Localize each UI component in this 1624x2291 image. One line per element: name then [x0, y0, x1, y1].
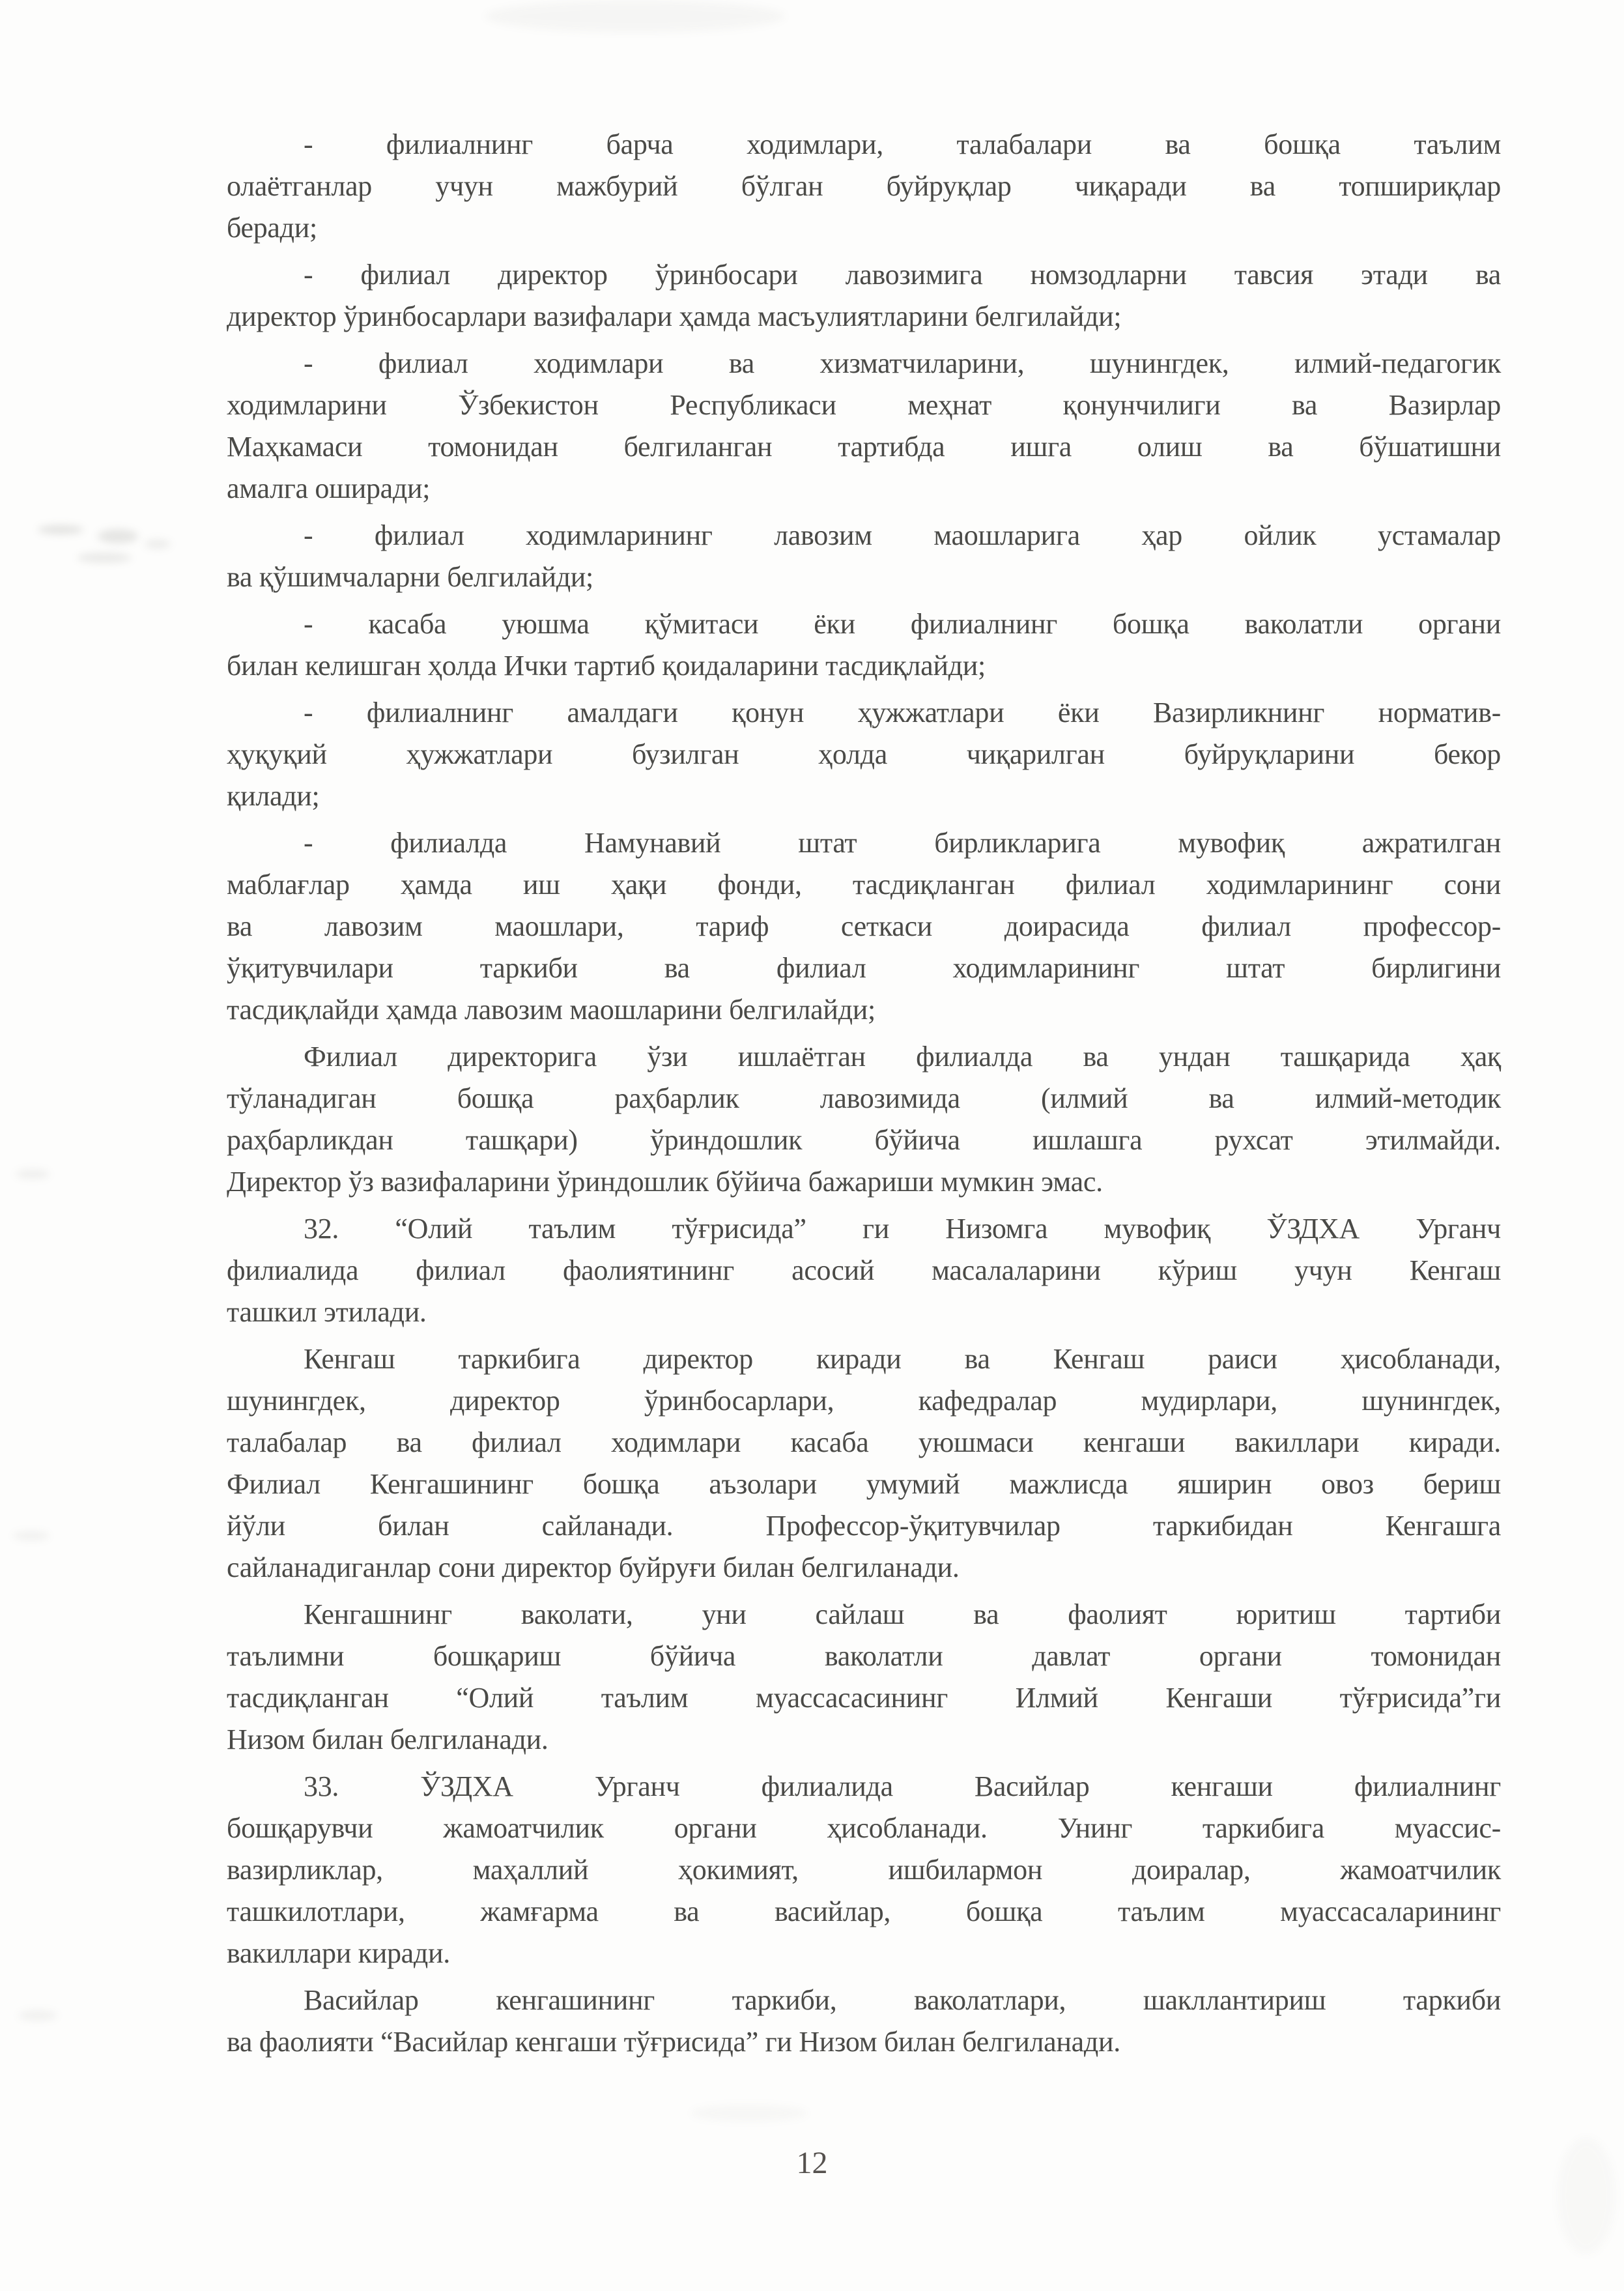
text-line: маблағлар ҳамда иш ҳақи фонди, тасдиқланган филиал ходимларининг сони: [227, 869, 1501, 901]
text-line: Маҳкамаси томонидан белгиланган тартибда ишга олиш ва бўшатишни: [227, 431, 1501, 463]
text-line: талабалар ва филиал ходимлари касаба уюшмаси кенгаши вакиллари киради.: [227, 1426, 1501, 1458]
paragraph: [227, 343, 1501, 510]
scan-smudge: [485, 0, 785, 33]
text-line: таълимни бошқариш бўйича ваколатли давлат органи томонидан: [227, 1640, 1501, 1672]
text-line: ўқитувчилари таркиби ва филиал ходимларининг штат бирлигини: [227, 952, 1501, 984]
text-line: ташкил этилади.: [227, 1296, 427, 1328]
text-line: йўли билан сайланади. Профессор-ўқитувчилар таркибидан Кенгашга: [227, 1510, 1501, 1542]
paragraph: [227, 1594, 1501, 1761]
paragraph: [227, 515, 1501, 598]
text-line: 32. “Олий таълим тўғрисида” ги Низомга мувофиқ ЎЗДХА Урганч: [304, 1213, 1501, 1245]
text-line: раҳбарликдан ташқари) ўриндошлик бўйича ишлашга рухсат этилмайди.: [227, 1124, 1501, 1156]
text-line: беради;: [227, 212, 317, 244]
scan-smudge: [145, 540, 171, 549]
text-line: - филиал ходимларининг лавозим маошларига ҳар ойлик устамалар: [304, 519, 1501, 551]
text-line: тасдиқланган “Олий таълим муассасасининг Илмий Кенгаши тўғрисида”ги: [227, 1682, 1501, 1714]
text-line: - касаба уюшма қўмитаси ёки филиалнинг бошқа ваколатли органи: [304, 608, 1501, 640]
text-line: ходимларини Ўзбекистон Республикаси меҳнат қонунчилиги ва Вазирлар: [227, 389, 1501, 421]
text-line: 33. ЎЗДХА Урганч филиалида Васийлар кенгаши филиалнинг: [304, 1770, 1501, 1802]
text-line: - филиал директор ўринбосари лавозимига номзодларни тавсия этади ва: [304, 259, 1501, 291]
text-line: Филиал Кенгашининг бошқа аъзолари умумий мажлисда яширин овоз бериш: [227, 1468, 1501, 1500]
text-line: - филиалнинг амалдаги қонун ҳужжатлари ёки Вазирликнинг норматив-: [304, 697, 1501, 728]
page-number: 12: [796, 2146, 828, 2180]
paragraph: [227, 1338, 1501, 1589]
scan-smudge: [18, 2010, 57, 2021]
text-line: - филиалнинг барча ходимлари, талабалари ва бошқа таълим: [304, 128, 1501, 160]
text-line: Филиал директорига ўзи ишлаётган филиалда ва ундан ташқарида ҳақ: [304, 1041, 1501, 1073]
scan-smudge: [16, 1170, 50, 1179]
paragraph: [227, 1036, 1501, 1203]
paragraph: [227, 124, 1501, 249]
paragraph: [227, 1766, 1501, 1974]
paragraph: [227, 1980, 1501, 2063]
text-line: тасдиқлайди ҳамда лавозим маошларини белгилайди;: [227, 994, 876, 1026]
text-line: шунингдек, директор ўринбосарлари, кафедралар мудирлари, шунингдек,: [227, 1385, 1501, 1417]
text-line: билан келишган ҳолда Ички тартиб қоидаларини тасдиқлайди;: [227, 650, 986, 682]
paragraph: [227, 822, 1501, 1031]
text-line: тўланадиган бошқа раҳбарлик лавозимида (илмий ва илмий-методик: [227, 1082, 1501, 1114]
scan-smudge: [98, 529, 138, 543]
text-line: Низом билан белгиланади.: [227, 1723, 548, 1755]
text-line: амалга оширади;: [227, 472, 431, 504]
text-line: ва қўшимчаларни белгилайди;: [227, 561, 593, 593]
text-line: Директор ўз вазифаларини ўриндошлик бўйича бажариши мумкин эмас.: [227, 1166, 1103, 1198]
text-line: вазирликлар, маҳаллий ҳокимият, ишбилармон доиралар, жамоатчилик: [227, 1854, 1501, 1886]
text-line: - филиал ходимлари ва хизматчиларини, шунингдек, илмий-педагогик: [304, 347, 1501, 379]
text-line: Кенгашнинг ваколати, уни сайлаш ва фаолият юритиш тартиби: [304, 1598, 1501, 1630]
text-line: Кенгаш таркибига директор киради ва Кенгаш раиси ҳисобланади,: [304, 1343, 1501, 1375]
text-line: ва фаолияти “Васийлар кенгаши тўғрисида” ги Низом билан белгиланади.: [227, 2026, 1120, 2058]
text-line: филиалида филиал фаолиятининг асосий масалаларини кўриш учун Кенгаш: [227, 1254, 1501, 1286]
scan-smudge: [38, 525, 83, 534]
text-line: қилади;: [227, 780, 320, 812]
text-line: Васийлар кенгашининг таркиби, ваколатлари, шакллантириш таркиби: [304, 1984, 1501, 2016]
paragraph: [227, 1208, 1501, 1333]
text-line: ташкилотлари, жамғарма ва васийлар, бошқа таълим муассасаларининг: [227, 1895, 1501, 1927]
text-line: ва лавозим маошлари, тариф сеткаси доирасида филиал профессор-: [227, 910, 1501, 942]
text-line: олаётганлар учун мажбурий бўлган буйруқлар чиқаради ва топшириқлар: [227, 170, 1501, 202]
paragraph: [227, 254, 1501, 338]
text-line: сайланадиганлар сони директор буйруғи билан белгиланади.: [227, 1551, 960, 1583]
scan-smudge: [691, 2105, 808, 2122]
scan-smudge: [13, 1531, 50, 1540]
scan-smudge: [77, 553, 132, 563]
text-line: - филиалда Намунавий штат бирликларига мувофиқ ажратилган: [304, 827, 1501, 859]
document-body: [227, 124, 1501, 2068]
text-line: директор ўринбосарлари вазифалари ҳамда масъулиятларини белгилайди;: [227, 300, 1122, 332]
paragraph: [227, 603, 1501, 687]
text-line: вакиллари киради.: [227, 1937, 450, 1969]
text-line: бошқарувчи жамоатчилик органи ҳисобланади. Унинг таркибига муассис-: [227, 1812, 1501, 1844]
text-line: ҳуқуқий ҳужжатлари бузилган ҳолда чиқарилган буйруқларини бекор: [227, 738, 1501, 770]
paragraph: [227, 692, 1501, 817]
